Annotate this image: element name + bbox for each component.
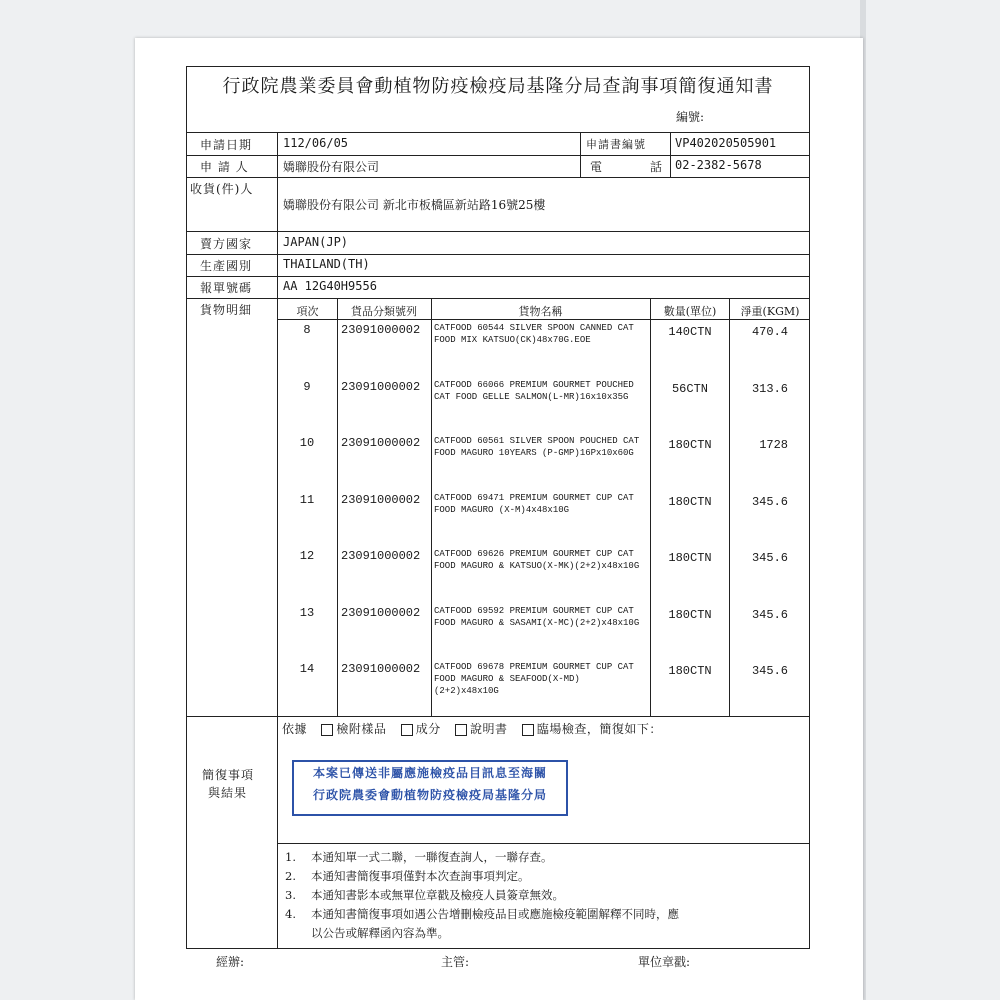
note-number: 1. (285, 850, 296, 864)
phone-label-right: 話 (650, 160, 664, 174)
checkbox-manual-label: 說明書 (470, 722, 508, 736)
footer-unit-seal: 單位章戳: (638, 955, 691, 969)
col-header-no: 項次 (296, 305, 319, 318)
note-number: 2. (285, 869, 296, 883)
rule (277, 132, 278, 949)
row-qty: 180CTN (668, 664, 712, 678)
row-qty: 180CTN (668, 551, 712, 565)
applicant-value: 嬌聯股份有限公司 (283, 160, 380, 174)
row-code: 23091000002 (341, 549, 421, 563)
checkbox-ingredient-label: 成分 (415, 722, 441, 736)
checkbox-manual[interactable] (455, 722, 508, 736)
footer-handler: 經辦: (216, 955, 245, 969)
apply-date-label: 申請日期 (200, 138, 253, 152)
declaration-no-label: 報單號碼 (200, 281, 253, 295)
row-no: 10 (299, 436, 315, 450)
phone-value: 02-2382-5678 (675, 158, 762, 172)
rule (186, 254, 810, 255)
rule (277, 319, 810, 320)
seller-country-value: JAPAN(JP) (283, 235, 349, 249)
declaration-no-value: AA 12G40H9556 (283, 279, 377, 293)
footer-supervisor: 主管: (441, 955, 470, 969)
row-code: 23091000002 (341, 493, 421, 507)
note-text: 本通知單一式二聯，一聯復查詢人，一聯存查。 (311, 850, 553, 864)
row-code: 23091000002 (341, 606, 421, 620)
row-no: 12 (299, 549, 315, 563)
stamp-line-1: 本案已傳送非屬應施檢疫品目訊息至海關 (312, 766, 547, 780)
row-no: 14 (299, 662, 315, 676)
note-item (285, 905, 679, 924)
rule (431, 298, 432, 716)
rule (186, 276, 810, 277)
row-weight: 1728 (759, 438, 788, 452)
origin-country-label: 生產國別 (200, 259, 253, 273)
row-name: CATFOOD 66066 PREMIUM GOURMET POUCHED CAT FOOD GELLE SALMON(L-MR)16x10x35G (434, 380, 634, 402)
rule (186, 231, 810, 232)
rule (186, 298, 810, 299)
document-title: 行政院農業委員會動植物防疫檢疫局基隆分局查詢事項簡復通知書 (222, 76, 774, 97)
applicant-label: 申 請 人 (200, 160, 249, 174)
row-code: 23091000002 (341, 436, 421, 450)
reply-label: 簡復事項 (202, 768, 255, 782)
checkbox-onsite-label: 臨場檢查，簡復如下： (536, 722, 662, 736)
seller-country-label: 賣方國家 (200, 237, 253, 251)
app-no-value: VP402020505901 (675, 136, 777, 150)
rule (277, 843, 810, 844)
checkbox-icon (522, 724, 534, 736)
checkbox-sample-label: 檢附樣品 (336, 722, 387, 736)
origin-country-value: THAILAND(TH) (283, 257, 370, 271)
note-item (285, 867, 679, 886)
row-qty: 140CTN (668, 325, 712, 339)
rule (186, 155, 810, 156)
row-weight: 345.6 (751, 495, 788, 509)
note-item (285, 924, 679, 943)
row-name: CATFOOD 69592 PREMIUM GOURMET CUP CAT FOOD MAGURO & SASAMI(X-MC)(2+2)x48x10G (434, 606, 640, 628)
checkbox-icon (321, 724, 333, 736)
official-stamp (292, 760, 568, 816)
rule (186, 177, 810, 178)
rule (670, 132, 671, 177)
notes-list (285, 848, 679, 943)
row-qty: 180CTN (668, 495, 712, 509)
row-name: CATFOOD 69471 PREMIUM GOURMET CUP CAT FOOD MAGURO (X-M)4x48x10G (434, 493, 634, 515)
row-no: 13 (299, 606, 315, 620)
row-code: 23091000002 (341, 662, 421, 676)
rule (186, 716, 810, 717)
row-weight: 345.6 (751, 551, 788, 565)
note-text: 以公告或解釋函內容為準。 (311, 926, 449, 940)
checkbox-icon (455, 724, 467, 736)
basis-line (282, 720, 662, 737)
note-text: 本通知書簡復事項如遇公告增刪檢疫品目或應施檢疫範圍解釋不同時，應 (311, 907, 679, 921)
checkbox-icon (401, 724, 413, 736)
app-no-label: 申請書編號 (586, 138, 646, 151)
rule (337, 298, 338, 716)
checkbox-onsite[interactable] (522, 722, 662, 736)
row-code: 23091000002 (341, 380, 421, 394)
note-item (285, 886, 679, 905)
row-weight: 313.6 (751, 382, 788, 396)
row-no: 8 (303, 323, 311, 337)
result-label: 與結果 (208, 786, 248, 800)
rule (580, 132, 581, 177)
note-item (285, 848, 679, 867)
rule (186, 132, 810, 133)
consignee-value: 嬌聯股份有限公司 新北市板橋區新站路16號25樓 (283, 198, 546, 212)
note-number: 3. (285, 888, 296, 902)
row-name: CATFOOD 60561 SILVER SPOON POUCHED CAT FOOD MAGURO 10YEARS (P-GMP)16Px10x60G (434, 436, 640, 458)
col-header-name: 貨物名稱 (518, 305, 563, 318)
row-weight: 345.6 (751, 664, 788, 678)
consignee-label: 收貨(件)人 (190, 182, 254, 196)
checkbox-ingredient[interactable] (401, 722, 441, 736)
apply-date-value: 112/06/05 (283, 136, 349, 150)
row-qty: 180CTN (668, 608, 712, 622)
serial-label: 編號: (676, 110, 705, 124)
col-header-weight: 淨重(KGM) (740, 305, 800, 318)
checkbox-sample[interactable] (321, 722, 386, 736)
row-qty: 180CTN (668, 438, 712, 452)
goods-detail-label: 貨物明細 (200, 303, 253, 317)
row-no: 11 (299, 493, 315, 507)
row-name: CATFOOD 69678 PREMIUM GOURMET CUP CAT FOOD MAGURO & SEAFOOD(X-MD)(2+2)x48x10G (434, 662, 634, 696)
col-header-qty: 數量(單位) (663, 305, 717, 318)
phone-label-left: 電 (590, 160, 604, 174)
row-weight: 345.6 (751, 608, 788, 622)
row-no: 9 (303, 380, 311, 394)
stamp-line-2: 行政院農委會動植物防疫檢疫局基隆分局 (312, 788, 547, 802)
row-weight: 470.4 (751, 325, 788, 339)
note-text: 本通知書簡復事項僅對本次查詢事項判定。 (311, 869, 530, 883)
basis-prefix: 依據 (282, 722, 308, 736)
note-number: 4. (285, 907, 296, 921)
row-name: CATFOOD 69626 PREMIUM GOURMET CUP CAT FOOD MAGURO & KATSUO(X-MK)(2+2)x48x10G (434, 549, 640, 571)
row-name: CATFOOD 60544 SILVER SPOON CANNED CAT FOOD MIX KATSUO(CK)48x70G.EOE (434, 323, 634, 345)
note-text: 本通知書影本或無單位章戳及檢疫人員簽章無效。 (311, 888, 564, 902)
row-qty: 56CTN (671, 382, 708, 396)
col-header-code: 貨品分類號列 (351, 305, 417, 318)
row-code: 23091000002 (341, 323, 421, 337)
